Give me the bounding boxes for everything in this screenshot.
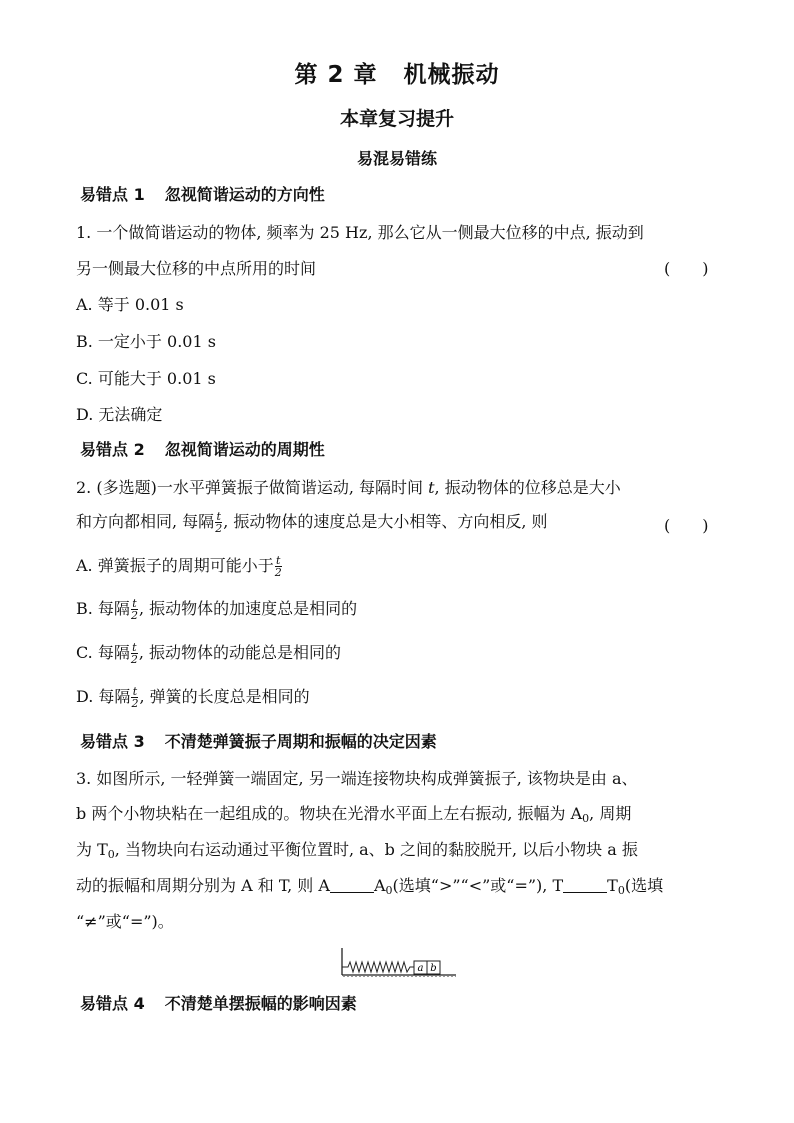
q2-line-2: 和方向都相同, 每隔 $\frac{t}{2}$ , 振动物体的速度总是大小相等、方向相反, 则: [76, 510, 548, 535]
q1-option-c: C. 可能大于 0.01 s: [76, 369, 216, 388]
q1-option-b: B. 一定小于 0.01 s: [76, 332, 216, 351]
chapter-number: 第 2 章: [294, 62, 378, 88]
fraction-t-over-2: $\frac{t}{2}$: [274, 554, 282, 579]
fraction-t-over-2: $\frac{t}{2}$: [215, 510, 223, 535]
error-point-title: 忽视简谐运动的周期性: [164, 440, 325, 459]
error-point-label: 易错点 1: [80, 185, 145, 204]
q2-option-d: D. 每隔 $\frac{t}{2}$ , 弹簧的长度总是相同的: [76, 685, 310, 710]
error-point-title: 不清楚弹簧振子周期和振幅的决定因素: [164, 732, 437, 751]
q3-line-2: b 两个小物块粘在一起组成的。物块在光滑水平面上左右振动, 振幅为 $A_0$, 周期: [76, 804, 632, 825]
error-point-3: [80, 729, 437, 752]
spring-oscillator-figure: [338, 946, 458, 980]
q3-line-5: “≠”或“=”)。: [76, 912, 174, 931]
q2-line-1: 2. (多选题)一水平弹簧振子做简谐运动, 每隔时间 t, 振动物体的位移总是大小: [76, 478, 621, 497]
error-point-label: 易错点 3: [80, 732, 145, 751]
q1-line-2: 另一侧最大位移的中点所用的时间: [76, 259, 317, 278]
q1-answer-paren: ( ): [664, 259, 709, 278]
page-subtitle: 本章复习提升: [339, 108, 454, 130]
q1-line-1: 1. 一个做简谐运动的物体, 频率为 25 Hz, 那么它从一侧最大位移的中点, 振动到: [76, 223, 644, 242]
fraction-t-over-2: $\frac{t}{2}$: [130, 641, 138, 666]
q2-option-a: A. 弹簧振子的周期可能小于 $\frac{t}{2}$: [76, 554, 282, 579]
q2-option-b: B. 每隔 $\frac{t}{2}$ , 振动物体的加速度总是相同的: [76, 597, 358, 622]
chapter-name: 机械振动: [403, 62, 500, 88]
error-point-4: [80, 991, 357, 1014]
error-point-1: [80, 182, 325, 205]
q1-option-a: A. 等于 0.01 s: [76, 295, 184, 314]
block-a-label: a: [417, 963, 424, 974]
var-t: t: [428, 478, 435, 497]
chapter-title: [0, 56, 794, 89]
q1-option-d: D. 无法确定: [76, 405, 163, 424]
error-point-2: [80, 437, 325, 460]
q2-answer-paren: ( ): [664, 516, 709, 535]
spring-icon: [342, 962, 414, 972]
fraction-t-over-2: $\frac{t}{2}$: [131, 685, 139, 710]
error-point-label: 易错点 4: [80, 994, 145, 1013]
fraction-t-over-2: $\frac{t}{2}$: [130, 597, 138, 622]
q3-line-1: 3. 如图所示, 一轻弹簧一端固定, 另一端连接物块构成弹簧振子, 该物块是由 a、: [76, 769, 638, 788]
q3-line-4: 动的振幅和周期分别为 A 和 T, 则 A $A_0$(选填“>”“<”或“=”), T $T_0$(选填: [76, 876, 664, 897]
error-point-title: 忽视简谐运动的方向性: [164, 185, 325, 204]
section-heading: 易混易错练: [356, 149, 437, 168]
q2-option-c: C. 每隔 $\frac{t}{2}$ , 振动物体的动能总是相同的: [76, 641, 342, 666]
error-point-title: 不清楚单摆振幅的影响因素: [164, 994, 357, 1013]
answer-blank-1[interactable]: [330, 878, 374, 893]
error-point-label: 易错点 2: [80, 440, 145, 459]
block-b-label: b: [430, 963, 437, 974]
answer-blank-2[interactable]: [563, 878, 607, 893]
q3-line-3: 为 $T_0$, 当物块向右运动通过平衡位置时, a、b 之间的黏胶脱开, 以后小物块 a 振: [76, 840, 638, 861]
